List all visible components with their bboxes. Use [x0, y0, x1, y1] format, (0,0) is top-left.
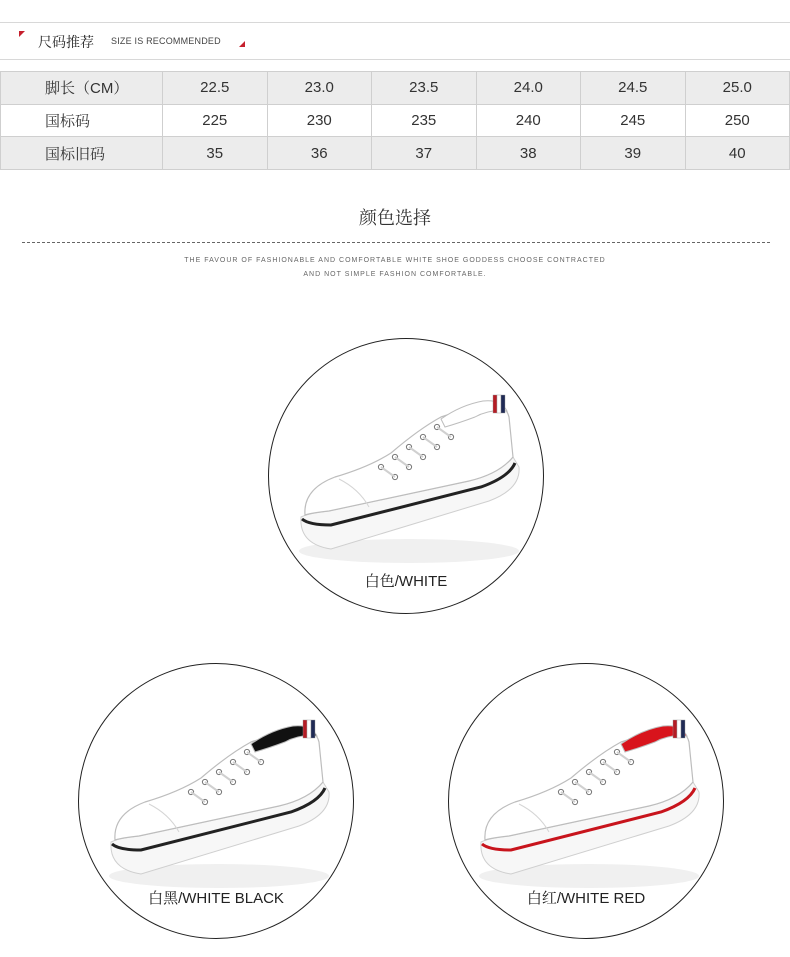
table-row	[1, 104, 790, 137]
table-cell: 25.0	[685, 72, 790, 105]
row-label: 脚长（CM）	[1, 72, 163, 105]
color-option-white[interactable]	[268, 338, 544, 614]
color-option-caption: 白黑/WHITE BLACK	[148, 890, 284, 907]
table-cell: 39	[581, 137, 686, 170]
color-section-title: 颜色选择	[359, 208, 431, 228]
color-option-caption: 白红/WHITE RED	[526, 890, 646, 907]
table-row	[1, 72, 790, 105]
corner-triangle-icon	[19, 31, 25, 37]
table-cell: 230	[267, 104, 372, 137]
pull-tab-stripe	[303, 720, 307, 738]
table-cell: 24.0	[476, 72, 581, 105]
table-cell: 40	[685, 137, 790, 170]
table-cell: 245	[581, 104, 686, 137]
table-cell: 38	[476, 137, 581, 170]
table-cell: 35	[163, 137, 268, 170]
size-section-title: 尺码推荐	[38, 34, 94, 50]
pull-tab-stripe	[673, 720, 677, 738]
dashed-divider	[22, 242, 770, 243]
table-cell: 23.0	[267, 72, 372, 105]
table-row	[1, 137, 790, 170]
color-option-white-red[interactable]	[448, 663, 724, 939]
pull-tab-stripe	[501, 395, 505, 413]
table-cell: 225	[163, 104, 268, 137]
row-label: 国标码	[1, 104, 163, 137]
pull-tab-stripe	[677, 720, 681, 738]
table-cell: 23.5	[372, 72, 477, 105]
row-label: 国标旧码	[1, 137, 163, 170]
size-section-header	[0, 22, 790, 60]
pull-tab-stripe	[311, 720, 315, 738]
table-cell: 240	[476, 104, 581, 137]
color-option-white-black[interactable]	[78, 663, 354, 939]
table-cell: 22.5	[163, 72, 268, 105]
size-chart-table	[0, 71, 790, 170]
tagline-line-1: THE FAVOUR OF FASHIONABLE AND COMFORTABLE WHITE SHOE GODDESS CHOOSE CONTRACTED	[184, 257, 606, 264]
table-cell: 36	[267, 137, 372, 170]
pull-tab-stripe	[493, 395, 497, 413]
table-cell: 24.5	[581, 72, 686, 105]
sneaker-group	[479, 720, 699, 888]
size-section-subtitle: SIZE IS RECOMMENDED	[111, 36, 221, 46]
pull-tab-stripe	[681, 720, 685, 738]
table-cell: 235	[372, 104, 477, 137]
color-option-caption: 白色/WHITE	[364, 573, 448, 590]
tagline-line-2: AND NOT SIMPLE FASHION COMFORTABLE.	[303, 271, 487, 278]
sneaker-group	[109, 720, 329, 888]
table-cell: 250	[685, 104, 790, 137]
pull-tab-stripe	[307, 720, 311, 738]
table-cell: 37	[372, 137, 477, 170]
pull-tab-stripe	[497, 395, 501, 413]
sneaker-group	[299, 395, 519, 563]
corner-triangle-icon	[239, 41, 245, 47]
